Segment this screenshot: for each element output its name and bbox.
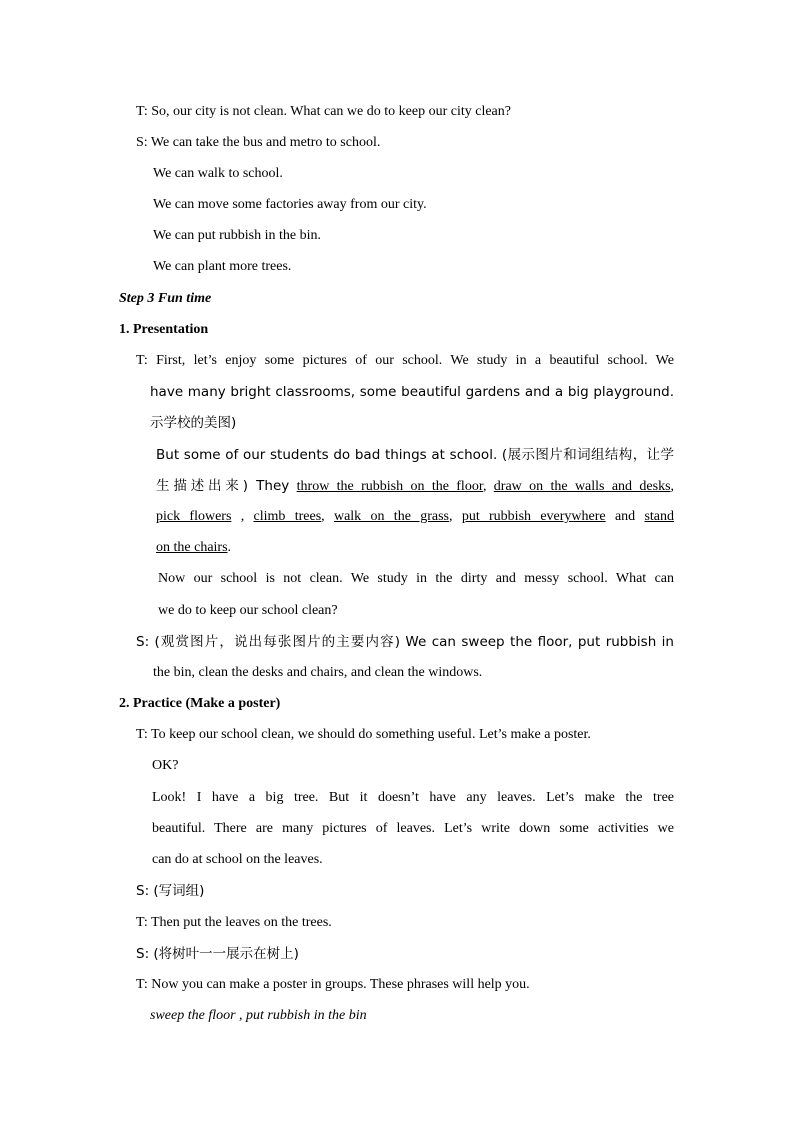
- underlined-phrase: walk on the grass: [333, 509, 449, 524]
- teacher-line: we do to keep our school clean?: [158, 603, 338, 618]
- phrase-list: sweep the floor , put rubbish in the bin: [150, 1008, 367, 1023]
- teacher-line: Look! I have a big tree. But it doesn’t have any leaves. Let’s make the tree: [152, 790, 674, 805]
- student-line: We can put rubbish in the bin.: [153, 228, 322, 243]
- teacher-line: T: Then put the leaves on the trees.: [136, 915, 332, 930]
- line-prefix: 生描述出来) They: [156, 478, 290, 494]
- teacher-line: T: To keep our school clean, we should do something useful. Let’s make a poster.: [136, 727, 591, 742]
- student-line: S: We can take the bus and metro to school.: [136, 135, 381, 150]
- underlined-phrase: stand: [644, 509, 674, 524]
- student-line: S: (写词组): [136, 883, 205, 899]
- teacher-line: can do at school on the leaves.: [152, 852, 323, 867]
- teacher-line: T: Now you can make a poster in groups. These phrases will help you.: [136, 977, 530, 992]
- step-heading: Step 3 Fun time: [119, 291, 212, 306]
- teacher-line: beautiful. There are many pictures of leaves. Let’s write down some activities we: [152, 821, 674, 836]
- underlined-phrase: on the chairs: [156, 540, 228, 555]
- teacher-line: But some of our students do bad things at school. (展示图片和词组结构，让学: [156, 447, 674, 463]
- teacher-line: OK?: [152, 758, 179, 773]
- teacher-line: T: So, our city is not clean. What can we do to keep our city clean?: [136, 104, 511, 119]
- teacher-line: Now our school is not clean. We study in the dirty and messy school. What can: [158, 571, 674, 586]
- student-line: S: (将树叶一一展示在树上): [136, 946, 299, 962]
- student-line: the bin, clean the desks and chairs, and clean the windows.: [153, 665, 483, 680]
- teacher-line: 示学校的美图): [150, 415, 237, 431]
- conjunction: and: [614, 509, 636, 524]
- section-heading: 2. Practice (Make a poster): [119, 696, 281, 711]
- student-line: We can plant more trees.: [153, 259, 292, 274]
- underlined-phrase: climb trees: [253, 509, 322, 524]
- phrase-line: [156, 538, 231, 558]
- phrase-line: pick flowers , climb trees, walk on the grass, put rubbish everywhere and stand: [156, 509, 674, 524]
- student-line: We can move some factories away from our city.: [153, 197, 427, 212]
- student-line: We can walk to school.: [153, 166, 283, 181]
- teacher-line: have many bright classrooms, some beautiful gardens and a big playground.: [150, 384, 674, 400]
- period: .: [227, 540, 232, 555]
- section-heading: 1. Presentation: [119, 322, 209, 337]
- underlined-phrase: put rubbish everywhere: [461, 509, 606, 524]
- student-line: S: (观赏图片，说出每张图片的主要内容) We can sweep the floor, put rubbish in: [136, 634, 674, 650]
- underlined-phrase: draw on the walls and desks: [493, 479, 671, 494]
- underlined-phrase: pick flowers: [156, 509, 232, 524]
- teacher-line: T: First, let’s enjoy some pictures of our school. We study in a beautiful school. We: [136, 353, 674, 368]
- underlined-phrase: throw the rubbish on the floor: [296, 479, 483, 494]
- teacher-line: 生描述出来) They throw the rubbish on the floor, draw on the walls and desks,: [156, 478, 674, 494]
